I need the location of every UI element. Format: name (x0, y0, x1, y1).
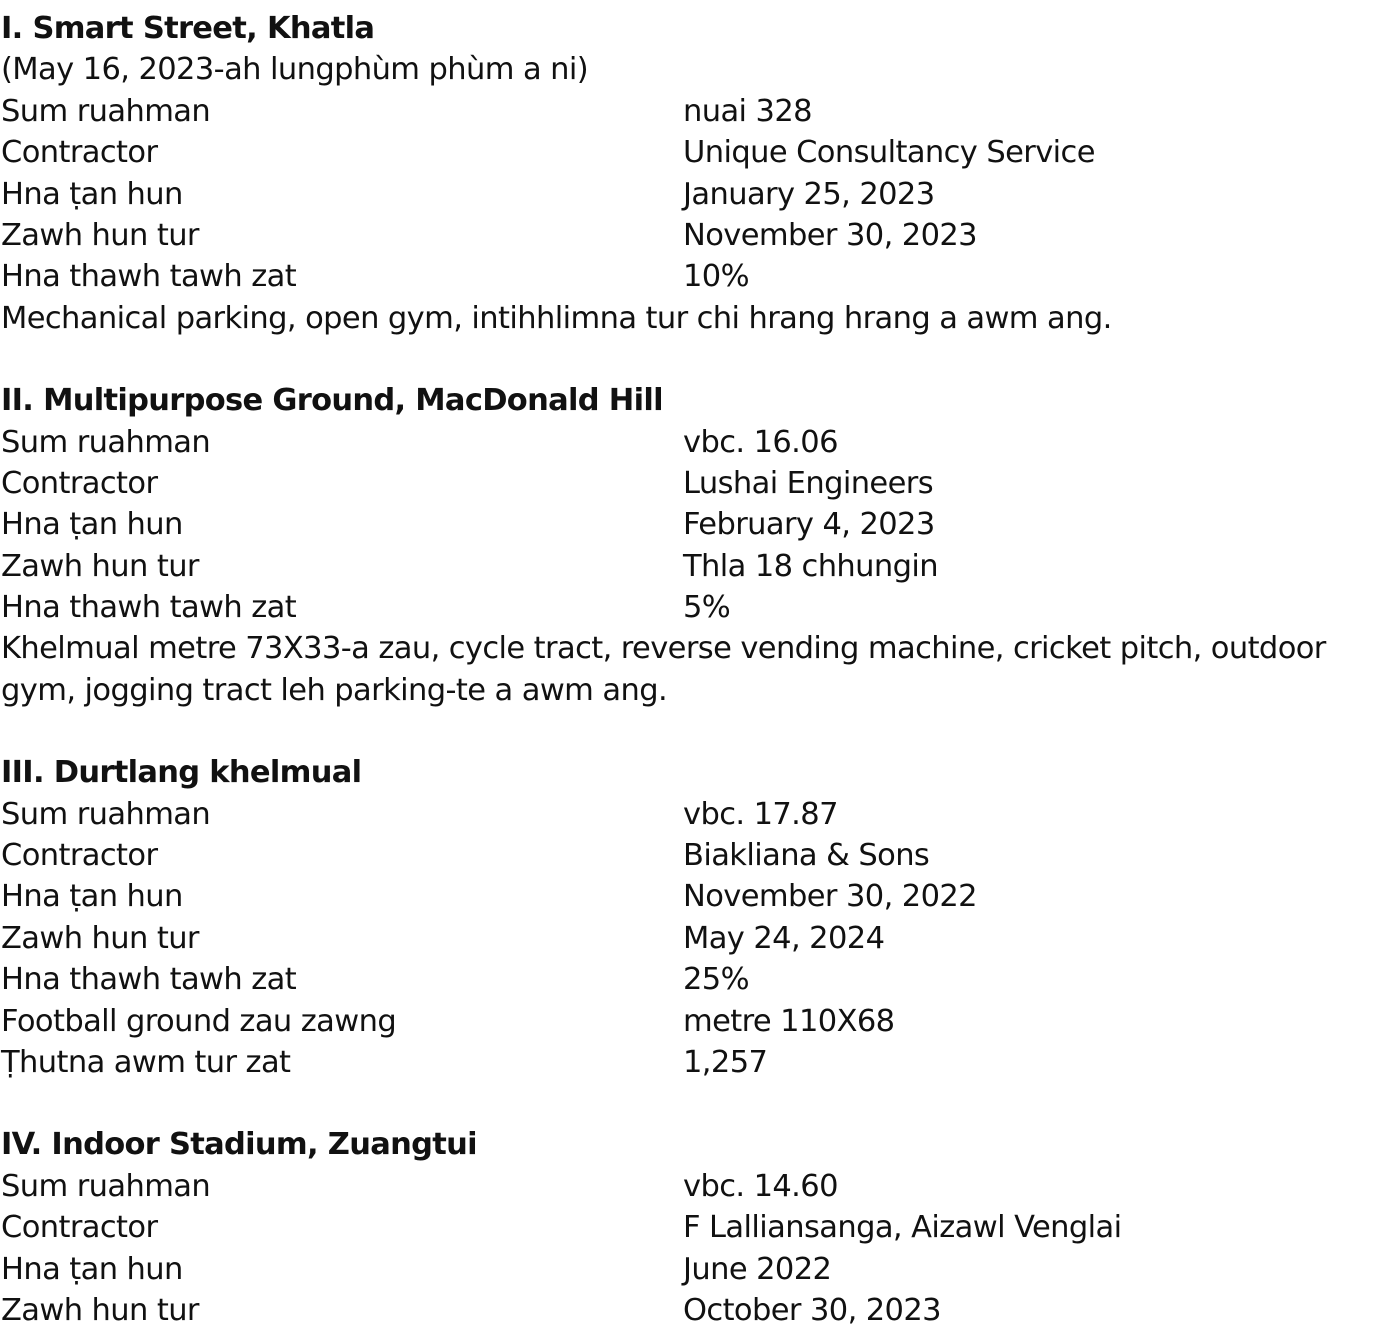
row-value: metre 110X68 (683, 1003, 895, 1039)
section-heading: I. Smart Street, Khatla (1, 11, 375, 46)
section-note: (May 16, 2023-ah lungphùm phùm a ni) (1, 52, 589, 88)
info-row (1, 91, 1400, 132)
info-row (1, 504, 1400, 545)
section-multipurpose-ground (1, 380, 1400, 711)
info-row (1, 587, 1400, 628)
info-row (1, 794, 1400, 835)
row-value: 25% (683, 962, 749, 998)
info-row (1, 1042, 1400, 1083)
row-label: Hna ṭan hun (1, 176, 183, 212)
row-value: Unique Consultancy Service (683, 135, 1095, 171)
info-row (1, 215, 1400, 256)
row-value: 1,257 (683, 1045, 768, 1081)
row-value: F Lalliansanga, Aizawl Venglai (683, 1210, 1122, 1246)
row-label: Hna thawh tawh zat (1, 962, 297, 998)
row-label: Zawh hun tur (1, 920, 199, 956)
row-value: vbc. 16.06 (683, 424, 838, 460)
row-value: November 30, 2023 (683, 217, 977, 253)
row-value: November 30, 2022 (683, 879, 977, 915)
info-row (1, 1207, 1400, 1248)
section-heading: IV. Indoor Stadium, Zuangtui (1, 1127, 477, 1163)
section-durtlang-khelmual (1, 752, 1400, 1083)
row-value: Biakliana & Sons (683, 838, 930, 874)
info-row (1, 1166, 1400, 1207)
row-label: Hna ṭan hun (1, 507, 183, 543)
row-value: June 2022 (683, 1251, 832, 1287)
section-heading: III. Durtlang khelmual (1, 755, 362, 791)
row-label: Sum ruahman (1, 424, 211, 460)
info-row (1, 132, 1400, 173)
row-value: October 30, 2023 (683, 1292, 941, 1328)
row-label: Zawh hun tur (1, 1292, 199, 1328)
info-row (1, 918, 1400, 959)
info-row (1, 256, 1400, 297)
row-label: Sum ruahman (1, 1168, 211, 1204)
info-row (1, 546, 1400, 587)
info-row (1, 876, 1400, 917)
row-value: February 4, 2023 (683, 507, 935, 543)
row-label: Hna ṭan hun (1, 1251, 183, 1287)
row-value: 5% (683, 590, 731, 626)
info-row (1, 835, 1400, 876)
info-row (1, 1001, 1400, 1042)
info-row (1, 1249, 1400, 1290)
row-value: January 25, 2023 (683, 176, 935, 212)
section-indoor-stadium (1, 1124, 1400, 1331)
row-value: vbc. 14.60 (683, 1168, 838, 1204)
row-value: Thla 18 chhungin (683, 548, 938, 584)
row-label: Football ground zau zawng (1, 1003, 397, 1039)
section-heading: II. Multipurpose Ground, MacDonald Hill (1, 383, 663, 419)
section-description: Mechanical parking, open gym, intihhlimna tur chi hrang hrang a awm ang. (1, 300, 1112, 336)
info-row (1, 959, 1400, 1000)
row-value: nuai 328 (683, 93, 812, 129)
info-row (1, 1290, 1400, 1331)
row-label: Hna thawh tawh zat (1, 590, 297, 626)
section-description: Khelmual metre 73X33-a zau, cycle tract, reverse vending machine, cricket pitch, outdoor gym, jogging tract leh parking-te a awm ang. (1, 631, 1326, 708)
info-row (1, 174, 1400, 215)
row-value: Lushai Engineers (683, 465, 933, 501)
row-label: Hna ṭan hun (1, 879, 183, 915)
row-value: vbc. 17.87 (683, 796, 838, 832)
row-label: Contractor (1, 465, 158, 501)
row-label: Contractor (1, 838, 158, 874)
row-label: Sum ruahman (1, 796, 211, 832)
row-label: Contractor (1, 135, 158, 171)
info-row (1, 463, 1400, 504)
section-smart-street (1, 8, 1400, 339)
row-label: Contractor (1, 1210, 158, 1246)
row-value: 10% (683, 259, 749, 295)
row-value: May 24, 2024 (683, 920, 885, 956)
row-label: Hna thawh tawh zat (1, 259, 297, 295)
info-row (1, 422, 1400, 463)
row-label: Ṭhutna awm tur zat (1, 1045, 291, 1081)
row-label: Zawh hun tur (1, 548, 199, 584)
row-label: Zawh hun tur (1, 217, 199, 253)
row-label: Sum ruahman (1, 93, 211, 129)
